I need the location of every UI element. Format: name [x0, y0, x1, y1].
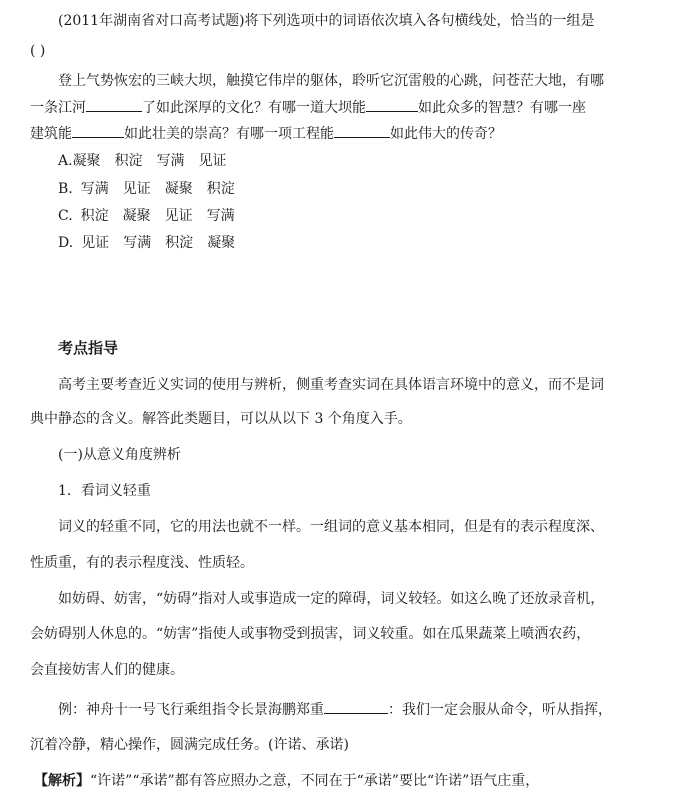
question-stem-line1: 登上气势恢宏的三峡大坝，触摸它伟岸的躯体，聆听它沉雷般的心跳，问苍茫大地，有哪 [58, 73, 604, 89]
question-source: (2011年湖南省对口高考试题)将下列选项中的词语依次填入各句横线处，恰当的一组是 [58, 13, 595, 29]
option-word: 写满 [156, 153, 185, 169]
analysis-label: 【解析】 [34, 773, 90, 789]
example-line1 [58, 700, 612, 719]
example-text: ：我们一定会服从命令，听从指挥， [388, 702, 612, 718]
intro-line2: 典中静态的含义。解答此类题目，可以从以下 3 个角度入手。 [30, 411, 412, 427]
option-a [58, 152, 241, 170]
option-label: A. [58, 153, 73, 169]
stem-text: 一条江河 [30, 100, 86, 116]
option-word: 凝聚 [122, 208, 151, 224]
option-word: 见证 [164, 208, 193, 224]
stem-text: 了如此深厚的文化？有哪一道大坝能 [142, 100, 366, 116]
option-word: 积淀 [80, 208, 109, 224]
paragraph2-line1: 如妨碍、妨害，“妨碍”指对人或事造成一定的障碍，词义较轻。如这么晚了还放录音机， [58, 591, 605, 607]
answer-parentheses: ( ) [30, 43, 46, 59]
analysis-line [34, 772, 539, 790]
fill-blank [72, 124, 124, 138]
fill-blank [366, 98, 418, 112]
point-heading: 1．看词义轻重 [58, 483, 151, 499]
intro-line1: 高考主要考查近义实词的使用与辨析，侧重考查实词在具体语言环境中的意义，而不是词 [58, 377, 604, 393]
fill-blank [86, 98, 142, 112]
paragraph1-line1: 词义的轻重不同，它的用法也就不一样。一组词的意义基本相同，但是有的表示程度深、 [58, 519, 604, 535]
fill-blank [324, 700, 388, 714]
option-word: 见证 [81, 235, 110, 251]
option-word: 写满 [206, 208, 235, 224]
paragraph1-line2: 性质重，有的表示程度浅、性质轻。 [30, 555, 254, 571]
paragraph2-line3: 会直接妨害人们的健康。 [30, 662, 184, 678]
fill-blank [334, 124, 390, 138]
option-word: 写满 [80, 181, 109, 197]
option-c [58, 207, 249, 225]
option-d [58, 234, 249, 252]
option-word: 凝聚 [207, 235, 236, 251]
question-stem-line2 [30, 98, 586, 117]
option-word: 见证 [198, 153, 227, 169]
paragraph2-line2: 会妨碍别人休息的。“妨害”指使人或事物受到损害，词义较重。如在瓜果蔬菜上喷洒农药， [30, 626, 591, 642]
example-line2: 沉着冷静，精心操作，圆满完成任务。(许诺、承诺) [30, 737, 349, 753]
option-word: 积淀 [114, 153, 143, 169]
option-word: 见证 [122, 181, 151, 197]
stem-text: 如此伟大的传奇？ [390, 126, 502, 142]
subsection-heading: (一)从意义角度辨析 [58, 447, 181, 463]
stem-text: 如此壮美的崇高？有哪一项工程能 [124, 126, 334, 142]
section-title: 考点指导 [58, 339, 119, 357]
question-stem-line3 [30, 124, 502, 143]
stem-text: 建筑能 [30, 126, 72, 142]
option-label: B. [58, 181, 73, 197]
option-b [58, 180, 249, 198]
option-word: 写满 [123, 235, 152, 251]
option-label: D. [58, 235, 74, 251]
stem-text: 如此众多的智慧？有哪一座 [418, 100, 586, 116]
option-label: C. [58, 208, 73, 224]
option-word: 凝聚 [164, 181, 193, 197]
example-text: 例：神舟十一号飞行乘组指令长景海鹏郑重 [58, 702, 324, 718]
analysis-text: “许诺”“承诺”都有答应照办之意，不同在于“承诺”要比“许诺”语气庄重， [90, 773, 540, 789]
option-word: 积淀 [206, 181, 235, 197]
option-word: 凝聚 [72, 153, 101, 169]
option-word: 积淀 [165, 235, 194, 251]
